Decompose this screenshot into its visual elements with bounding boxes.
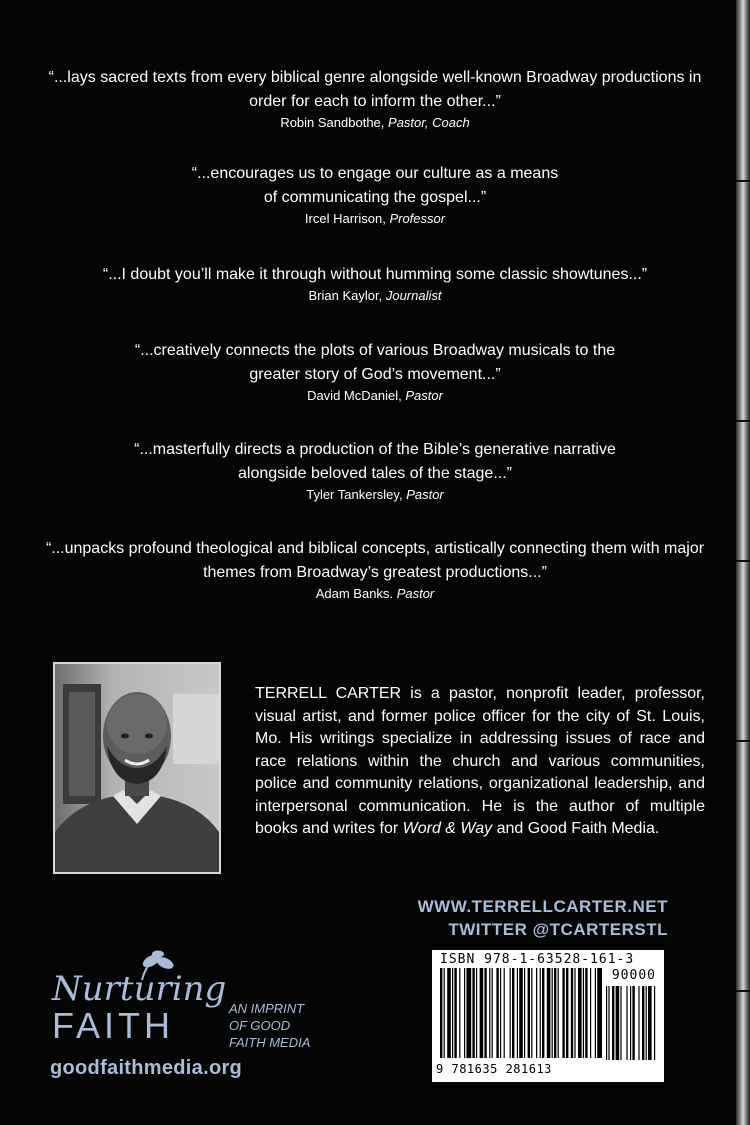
ean-digits bbox=[436, 1062, 552, 1076]
quote-author-role: Journalist bbox=[385, 288, 442, 303]
ean-left-group: 781635 bbox=[451, 1062, 498, 1076]
addon-bar bbox=[642, 986, 644, 1060]
barcode-bar bbox=[578, 968, 582, 1058]
imprint-line: FAITH MEDIA bbox=[229, 1035, 311, 1050]
quote-text: “...I doubt you’ll make it through without humming some classic showtunes...” bbox=[102, 266, 648, 283]
barcode-bar bbox=[476, 968, 477, 1058]
quote-text: “...masterfully directs a production of the Bible’s generative narrative alongside beloved tales of the stage...” bbox=[134, 441, 616, 482]
endorsement-quote bbox=[40, 339, 710, 405]
spine-segment bbox=[736, 990, 750, 992]
isbn-barcode bbox=[432, 950, 664, 1082]
bio-text-end: and Good Faith Media. bbox=[492, 820, 660, 837]
barcode-bar bbox=[585, 968, 587, 1058]
addon-bar bbox=[646, 986, 647, 1060]
barcode-bar bbox=[464, 968, 465, 1058]
addon-bar bbox=[606, 986, 607, 1060]
barcode-bar bbox=[466, 968, 471, 1058]
barcode-bar bbox=[447, 968, 451, 1058]
bio-text: TERRELL CARTER is a pastor, nonprofit leader, professor, visual artist, and former police officer for the city of St. Louis, Mo. His writings specialize in addressing issues of race and race relations within the church and various communities, police and community relations, organizational leadership, and interpersonal communication. He is the author of multiple books and writes for bbox=[255, 685, 705, 837]
imprint-label bbox=[229, 1000, 310, 1051]
endorsement-quote bbox=[40, 263, 710, 305]
spine-segment bbox=[736, 180, 750, 182]
barcode-bar bbox=[597, 968, 602, 1058]
quote-attribution bbox=[40, 114, 710, 132]
quote-author-role: Professor bbox=[389, 211, 446, 226]
addon-bar bbox=[638, 986, 639, 1060]
quote-author-role: Pastor bbox=[406, 487, 444, 502]
quote-author: Tyler Tankersley, bbox=[306, 487, 403, 502]
bio-italic-title: Word & Way bbox=[402, 820, 493, 837]
ean-right-group: 281613 bbox=[505, 1062, 552, 1076]
barcode-bar bbox=[540, 968, 541, 1058]
quote-author: Robin Sandbothe, bbox=[280, 115, 385, 130]
quote-author: David McDaniel, bbox=[307, 388, 402, 403]
barcode-bar bbox=[480, 968, 484, 1058]
quote-attribution bbox=[40, 287, 710, 305]
barcode-bar bbox=[472, 968, 474, 1058]
barcode-bar bbox=[492, 968, 493, 1058]
author-photo bbox=[53, 662, 221, 874]
quote-author: Adam Banks. bbox=[315, 586, 394, 601]
endorsement-quote bbox=[40, 162, 710, 228]
addon-bar bbox=[626, 986, 627, 1060]
quote-attribution bbox=[40, 387, 710, 405]
barcode-bar bbox=[571, 968, 573, 1058]
quote-author: Ircel Harrison, bbox=[304, 211, 386, 226]
imprint-line: OF GOOD bbox=[229, 1018, 291, 1033]
author-website[interactable]: WWW.TERRELLCARTER.NET bbox=[417, 897, 668, 916]
addon-bar bbox=[608, 986, 609, 1060]
author-bio bbox=[255, 683, 705, 841]
quote-text: “...lays sacred texts from every biblical genre alongside well-known Broadway productions in order for each to inform the other...” bbox=[48, 69, 702, 110]
quote-author-role: Pastor bbox=[396, 586, 435, 601]
barcode-bar bbox=[440, 968, 442, 1058]
barcode-bar bbox=[562, 968, 564, 1058]
barcode-bar bbox=[536, 968, 537, 1058]
author-portrait bbox=[55, 664, 219, 872]
barcode-bar bbox=[496, 968, 498, 1058]
barcode-bar bbox=[542, 968, 544, 1058]
endorsement-quote bbox=[40, 66, 710, 132]
barcode-bar bbox=[595, 968, 596, 1058]
barcode-bar bbox=[452, 968, 453, 1058]
book-spine-edge bbox=[736, 0, 750, 1125]
quote-author-role: Pastor, Coach bbox=[388, 115, 470, 130]
quote-attribution bbox=[40, 486, 710, 504]
quote-text: “...unpacks profound theological and biblical concepts, artistically connecting them with major themes from Broadway’s greatest productions...” bbox=[45, 540, 705, 581]
author-twitter[interactable]: TWITTER @TCARTERSTL bbox=[448, 920, 668, 939]
barcode-bar bbox=[547, 968, 551, 1058]
barcode-bar bbox=[574, 968, 575, 1058]
addon-bar bbox=[654, 986, 655, 1060]
barcode-bar bbox=[519, 968, 523, 1058]
logo-word-faith: FAITH bbox=[52, 1005, 175, 1046]
price-addon-digits: 90000 bbox=[611, 968, 656, 983]
addon-bar bbox=[612, 986, 614, 1060]
isbn-number: ISBN 978-1-63528-161-3 bbox=[440, 952, 635, 967]
addon-bar bbox=[630, 986, 631, 1060]
barcode-bar bbox=[454, 968, 456, 1058]
quote-author: Brian Kaylor, bbox=[308, 288, 383, 303]
endorsement-quote bbox=[40, 438, 710, 504]
barcode-bar bbox=[531, 968, 532, 1058]
barcode-bar bbox=[552, 968, 553, 1058]
barcode-bar bbox=[504, 968, 505, 1058]
barcode-bar bbox=[444, 968, 445, 1058]
quote-attribution bbox=[40, 210, 710, 228]
barcode-bar bbox=[510, 968, 511, 1058]
barcode-bar bbox=[484, 968, 486, 1058]
barcode-bar bbox=[590, 968, 591, 1058]
barcode-bar bbox=[517, 968, 518, 1058]
barcode-bar bbox=[583, 968, 584, 1058]
spine-segment bbox=[736, 740, 750, 742]
addon-bar bbox=[632, 986, 634, 1060]
barcode-bar bbox=[459, 968, 460, 1058]
logo-word-nurturing: Nurturing bbox=[52, 969, 227, 1009]
barcode-bar bbox=[554, 968, 556, 1058]
nurturing-faith-logo bbox=[50, 950, 230, 1050]
addon-bar bbox=[616, 986, 620, 1060]
quote-attribution bbox=[40, 585, 710, 603]
barcode-bar bbox=[558, 968, 559, 1058]
spine-segment bbox=[736, 420, 750, 422]
quote-text: “...encourages us to engage our culture as a means of communicating the gospel...” bbox=[191, 165, 559, 206]
barcode-bar bbox=[512, 968, 514, 1058]
imprint-line: AN IMPRINT bbox=[229, 1001, 305, 1016]
quote-author-role: Pastor bbox=[405, 388, 443, 403]
quote-text: “...creatively connects the plots of various Broadway musicals to the greater story of God’s movement...” bbox=[134, 342, 616, 383]
publisher-website[interactable]: goodfaithmedia.org bbox=[50, 1057, 243, 1079]
barcode-bar bbox=[524, 968, 525, 1058]
barcode-bar bbox=[528, 968, 530, 1058]
addon-bar bbox=[648, 986, 652, 1060]
barcode-bar bbox=[500, 968, 501, 1058]
ean-first-digit: 9 bbox=[436, 1062, 444, 1076]
endorsement-quote bbox=[40, 537, 710, 603]
spine-segment bbox=[736, 560, 750, 562]
barcode-bars bbox=[438, 968, 660, 1064]
barcode-bar bbox=[489, 968, 490, 1058]
barcode-bar bbox=[566, 968, 568, 1058]
addon-bar bbox=[620, 986, 621, 1060]
